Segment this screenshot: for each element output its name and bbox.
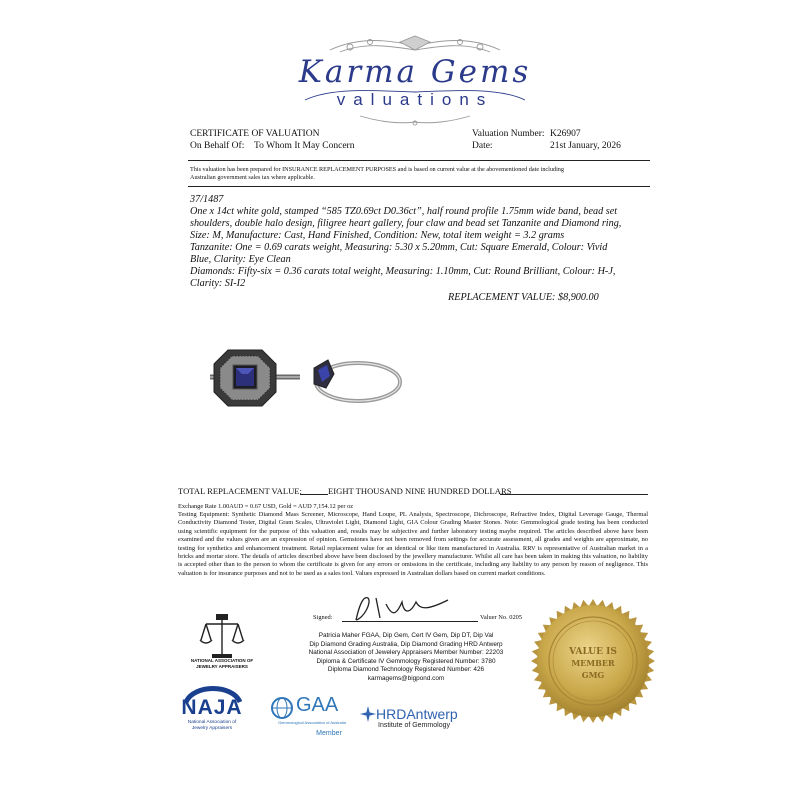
date-label: Date:: [472, 141, 493, 151]
item-ref: 37/1487: [190, 194, 224, 205]
naja-logo-text: NAJA: [181, 696, 243, 719]
disclaimer-text: Testing Equipment: Synthetic Diamond Mass Screener, Microscope, Hand Loupe, PL Analysis, Spectroscope, Dichroscope, Refractive Index, Digital Leverage Gauge, Thermal Conductivity Diamond Tester, Digital Gram Scales, Ultraviolet Light, Diamond Light, GIA Colour Grading Master Stones. Note: Gemmological grade testing has been conducted using scientific equipment for the purpose of this valuation and, results may be subjective and further laboratory testing maybe required. The articles described above have been examined and the values given are an expression of opinion. Gemstones have not been removed from settings for accurate assessment, all grades and weights are approximate, no testing for synthetics and enhancement treatment. Retail replacement value for an identical or like item manufactured in Australia. RRV is representative of Australian market in a bricks and mortar store. The details of articles described above have been disclosed by the jewellery manufacturer. Whilst all care has been taken in making this valuation, no liability is accepted other than to the person to whom the certificate is given for any errors or omissions in the certificate, including any liability to any person by reason of negligence. This valuation is for insurance purposes and not to be used as a sales tool. Values expressed in Australian dollars based on current market conditions.: [178, 511, 648, 577]
appraiser-line: Dip Diamond Grading Australia, Dip Diamond Grading HRD Antwerp: [309, 640, 503, 648]
gaa-subtitle: Gemmological Association of Australia: [278, 720, 346, 725]
gaa-logo-text: GAA: [296, 694, 339, 716]
desc-line: shoulders, double halo design, filigree heart gallery, four claw and bead set Tanzanite and Diamond ring,: [190, 218, 622, 229]
hrd-star-icon: [360, 706, 376, 722]
naja-caption-line: NATIONAL ASSOCIATION OF: [190, 658, 254, 663]
purpose-line-2: Australian government sales tax where applicable.: [190, 174, 315, 181]
total-label: TOTAL REPLACEMENT VALUE:: [178, 486, 302, 496]
desc-line: Clarity: SI-I2: [190, 278, 246, 289]
ring-photo-icon: [210, 338, 410, 418]
logo-subtitle: valuations: [336, 90, 494, 109]
item-description: [190, 206, 660, 290]
naja-caption-line: JEWELRY APPRAISERS: [196, 663, 248, 669]
appraiser-line: National Association of Jewelery Appraisers Member Number: 22203: [308, 649, 504, 657]
logo-brand: Karma Gems: [298, 54, 532, 90]
desc-line: Diamonds: Fifty-six = 0.36 carats total weight, Measuring: 1.10mm, Cut: Round Brilliant, Colour: H-J,: [190, 266, 616, 277]
total-underline-right: [500, 494, 648, 495]
purpose-line-1: This valuation has been prepared for INSURANCE REPLACEMENT PURPOSES and is based on current value at the abovementioned date including: [190, 166, 564, 173]
appraiser-line: Diploma Diamond Technology Registered Number: 426: [327, 666, 485, 674]
gold-seal-icon: [530, 598, 656, 724]
total-underline-left: [300, 494, 328, 495]
seal-text-2: MEMBER: [571, 658, 615, 668]
naja-caption: [182, 658, 262, 669]
hrd-logo-text: HRDAntwerp: [376, 706, 458, 722]
valuer-number: Valuer No. 0205: [480, 614, 523, 621]
naja-subtitle: [178, 720, 246, 732]
desc-line: Blue, Clarity: Eye Clean: [190, 254, 291, 265]
naja-subtitle-line: National Association of: [187, 720, 237, 725]
valuation-number: K26907: [550, 129, 581, 139]
signature-icon: [350, 592, 460, 624]
appraiser-line: Patricia Maher FGAA, Dip Gem, Cert IV Gem, Dip DT, Dip Val: [318, 632, 494, 639]
gaa-member: Member: [316, 730, 342, 737]
appraiser-details: [290, 632, 522, 684]
hrd-subtitle: Institute of Gemmology: [378, 722, 450, 729]
desc-line: One x 14ct white gold, stamped “585 TZ0.69ct D0.36ct”, half round profile 1.75mm wide band, bead set: [190, 206, 618, 217]
seal-text-1: VALUE IS: [569, 647, 617, 657]
naja-subtitle-line: Jewelry Appraisers: [191, 725, 233, 731]
desc-line: Size: M, Manufacture: Cast, Hand Finished, Condition: New, total item weight = 3.2 grams: [190, 230, 565, 241]
karma-gems-logo: [270, 30, 560, 132]
purpose-divider: [188, 186, 650, 187]
header-divider: [188, 160, 650, 161]
doc-title: CERTIFICATE OF VALUATION: [190, 129, 320, 139]
behalf-value: To Whom It May Concern: [254, 141, 355, 151]
behalf-label: On Behalf Of:: [190, 141, 245, 151]
appraiser-line: Diploma & Certificate IV Gemmology Registered Number: 3780: [316, 657, 496, 665]
date-value: 21st January, 2026: [550, 141, 621, 151]
seal-text-3: GMG: [581, 670, 605, 680]
exchange-rate: Exchange Rate 1.00AUD = 0.67 USD, Gold = AUD 7,154.12 per oz: [178, 503, 354, 510]
desc-line: Tanzanite: One = 0.69 carats weight, Measuring: 5.30 x 5.20mm, Cut: Square Emerald, Colour: Vivid: [190, 242, 608, 253]
valuation-number-label: Valuation Number:: [472, 129, 545, 139]
appraiser-email: karmagems@bigpond.com: [367, 674, 445, 682]
signed-label: Signed:: [313, 614, 333, 621]
replacement-value: REPLACEMENT VALUE: $8,900.00: [448, 292, 599, 303]
scales-icon: [198, 612, 246, 662]
gaa-globe-icon: [270, 696, 294, 720]
total-words: EIGHT THOUSAND NINE HUNDRED DOLLARS: [328, 486, 512, 496]
